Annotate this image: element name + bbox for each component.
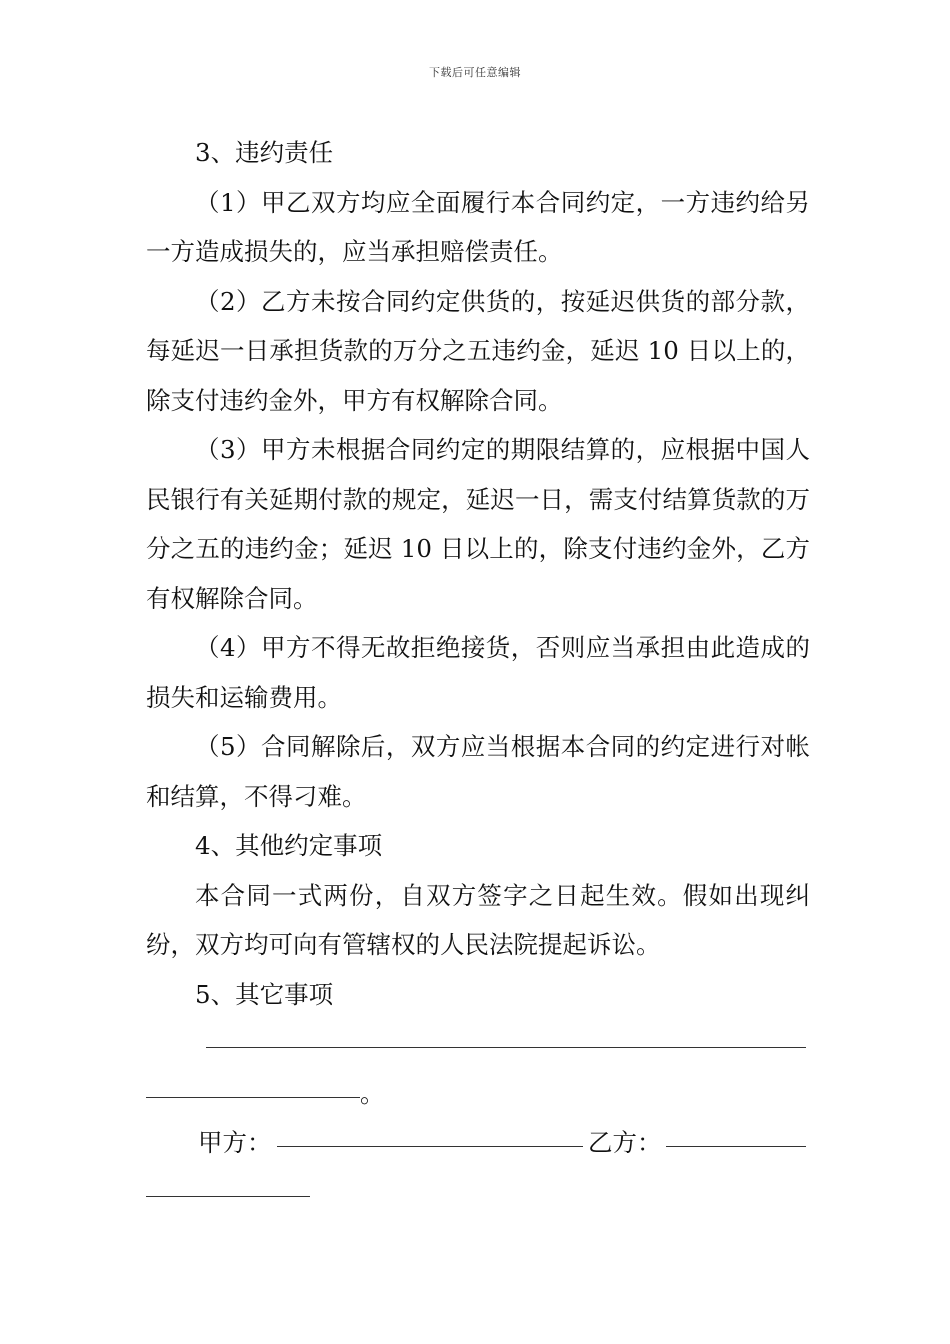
party-b-signature-line: [666, 1146, 806, 1147]
section-3-clause-3: （3）甲方未根据合同约定的期限结算的，应根据中国人民银行有关延期付款的规定，延迟一日，需支付结算货款的万分之五的违约金；延迟 10 日以上的，除支付违约金外，乙方有权解除合同。: [146, 435, 810, 613]
page-header: 下载后可任意编辑: [429, 66, 521, 79]
end-period: 。: [360, 1078, 385, 1108]
section-3-clause-1: （1）甲乙双方均应全面履行本合同约定，一方违约给另一方造成损失的，应当承担赔偿责任。: [146, 187, 810, 266]
party-b-signature-line-continued: [146, 1196, 310, 1197]
section-4-body: 本合同一式两份，自双方签字之日起生效。假如出现纠纷，双方均可向有管辖权的人民法院提起诉讼。: [146, 880, 810, 959]
section-3-clause-4: （4）甲方不得无故拒绝接货，否则应当承担由此造成的损失和运输费用。: [146, 633, 810, 712]
blank-line-2: [146, 1069, 810, 1119]
section-3-title: 3、违约责任: [195, 138, 334, 167]
signature-row: [146, 1118, 810, 1168]
section-4-title: 4、其他约定事项: [195, 831, 383, 860]
blank-underline: [206, 1047, 806, 1048]
blank-underline: [146, 1097, 360, 1098]
document-body: [146, 128, 810, 1217]
section-3-clause-5: （5）合同解除后，双方应当根据本合同的约定进行对帐和结算，不得刁难。: [146, 732, 810, 811]
party-a-signature-line: [277, 1146, 583, 1147]
signature-continuation-row: [146, 1168, 810, 1218]
party-a-label: 甲方：: [198, 1128, 272, 1157]
party-b-label: 乙方：: [588, 1128, 662, 1157]
section-3-clause-2: （2）乙方未按合同约定供货的，按延迟供货的部分款，每延迟一日承担货款的万分之五违约金，延迟 10 日以上的，除支付违约金外，甲方有权解除合同。: [146, 286, 810, 415]
section-5-title: 5、其它事项: [195, 979, 334, 1009]
blank-line-1: [146, 1019, 810, 1069]
